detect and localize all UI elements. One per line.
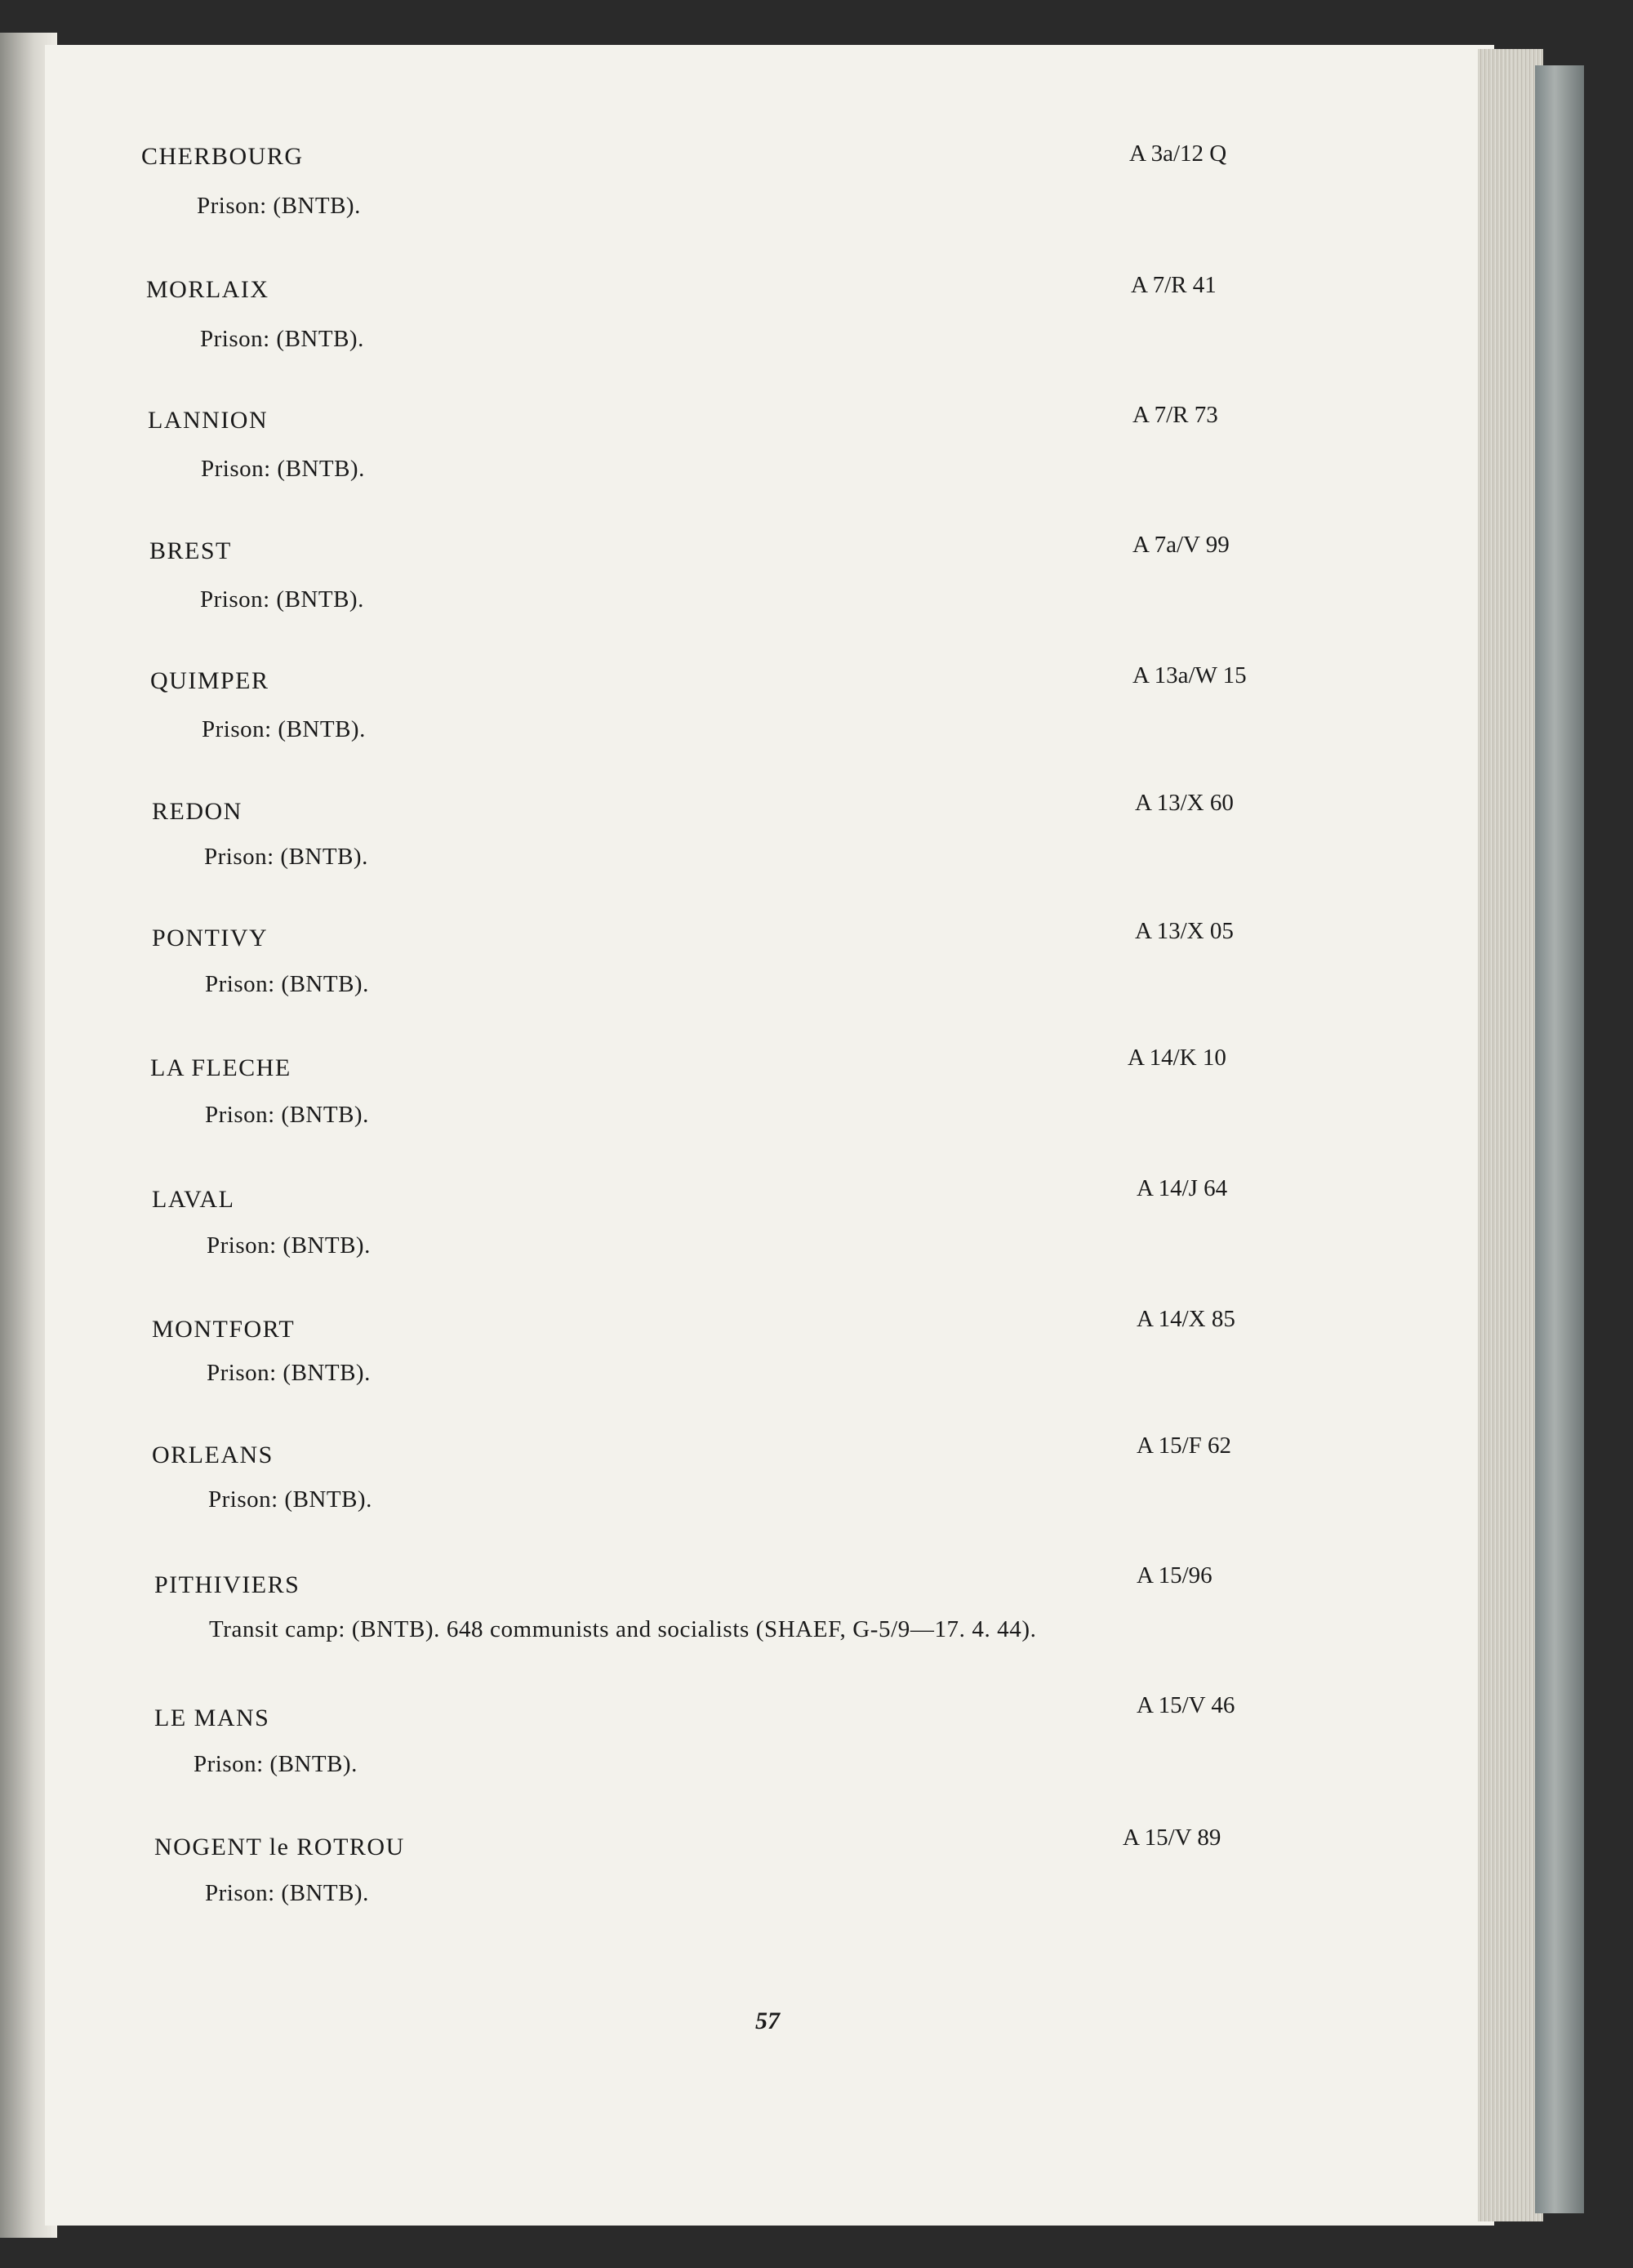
entry-name: ORLEANS	[152, 1441, 274, 1468]
entry-code: A 15/F 62	[1137, 1433, 1232, 1459]
entry-name: CHERBOURG	[141, 143, 304, 170]
entry-code: A 15/V 89	[1123, 1825, 1221, 1851]
entry-description: Prison: (BNTB).	[205, 971, 369, 997]
entry-name: LE MANS	[154, 1704, 270, 1731]
entry-description: Prison: (BNTB).	[197, 193, 361, 219]
entry-name: LANNION	[148, 407, 269, 434]
entry-name: REDON	[152, 798, 243, 825]
entry-code: A 14/X 85	[1137, 1306, 1235, 1332]
entry-code: A 3a/12 Q	[1129, 140, 1227, 167]
entry-name: LA FLECHE	[150, 1054, 291, 1081]
entry-name: MONTFORT	[152, 1316, 296, 1343]
entry-code: A 14/J 64	[1137, 1175, 1228, 1201]
entry-description: Prison: (BNTB).	[200, 586, 364, 613]
entry-description: Prison: (BNTB).	[201, 456, 365, 482]
entry-code: A 15/96	[1137, 1562, 1213, 1588]
entry-description: Prison: (BNTB).	[200, 326, 364, 352]
entry-code: A 13a/W 15	[1132, 662, 1247, 688]
book-binding	[1535, 65, 1584, 2213]
entry-code: A 7a/V 99	[1132, 532, 1230, 558]
entry-code: A 13/X 05	[1135, 918, 1234, 944]
entry-name: QUIMPER	[150, 667, 269, 694]
entry-description: Transit camp: (BNTB). 648 communists and socialists (SHAEF, G-5/9—17. 4. 44).	[209, 1616, 1037, 1642]
entry-description: Prison: (BNTB).	[207, 1360, 371, 1386]
entry-name: MORLAIX	[146, 276, 269, 303]
entry-name: NOGENT le ROTROU	[154, 1834, 405, 1860]
entry-description: Prison: (BNTB).	[194, 1751, 358, 1777]
entry-name: PONTIVY	[152, 925, 269, 951]
entry-code: A 13/X 60	[1135, 790, 1234, 816]
entry-code: A 7/R 41	[1131, 272, 1217, 298]
entry-description: Prison: (BNTB).	[205, 1102, 369, 1128]
entry-code: A 14/K 10	[1128, 1045, 1226, 1071]
entry-description: Prison: (BNTB).	[208, 1486, 372, 1513]
entry-name: BREST	[149, 537, 232, 564]
entry-name: PITHIVIERS	[154, 1571, 300, 1598]
entry-name: LAVAL	[152, 1186, 235, 1213]
entry-code: A 7/R 73	[1132, 402, 1218, 428]
entry-description: Prison: (BNTB).	[205, 1880, 369, 1906]
entry-code: A 15/V 46	[1137, 1692, 1235, 1718]
page-stack-edge	[1478, 49, 1543, 2221]
entry-description: Prison: (BNTB).	[204, 844, 368, 870]
entry-description: Prison: (BNTB).	[207, 1232, 371, 1259]
page-number: 57	[755, 2007, 780, 2034]
entry-description: Prison: (BNTB).	[202, 716, 366, 742]
